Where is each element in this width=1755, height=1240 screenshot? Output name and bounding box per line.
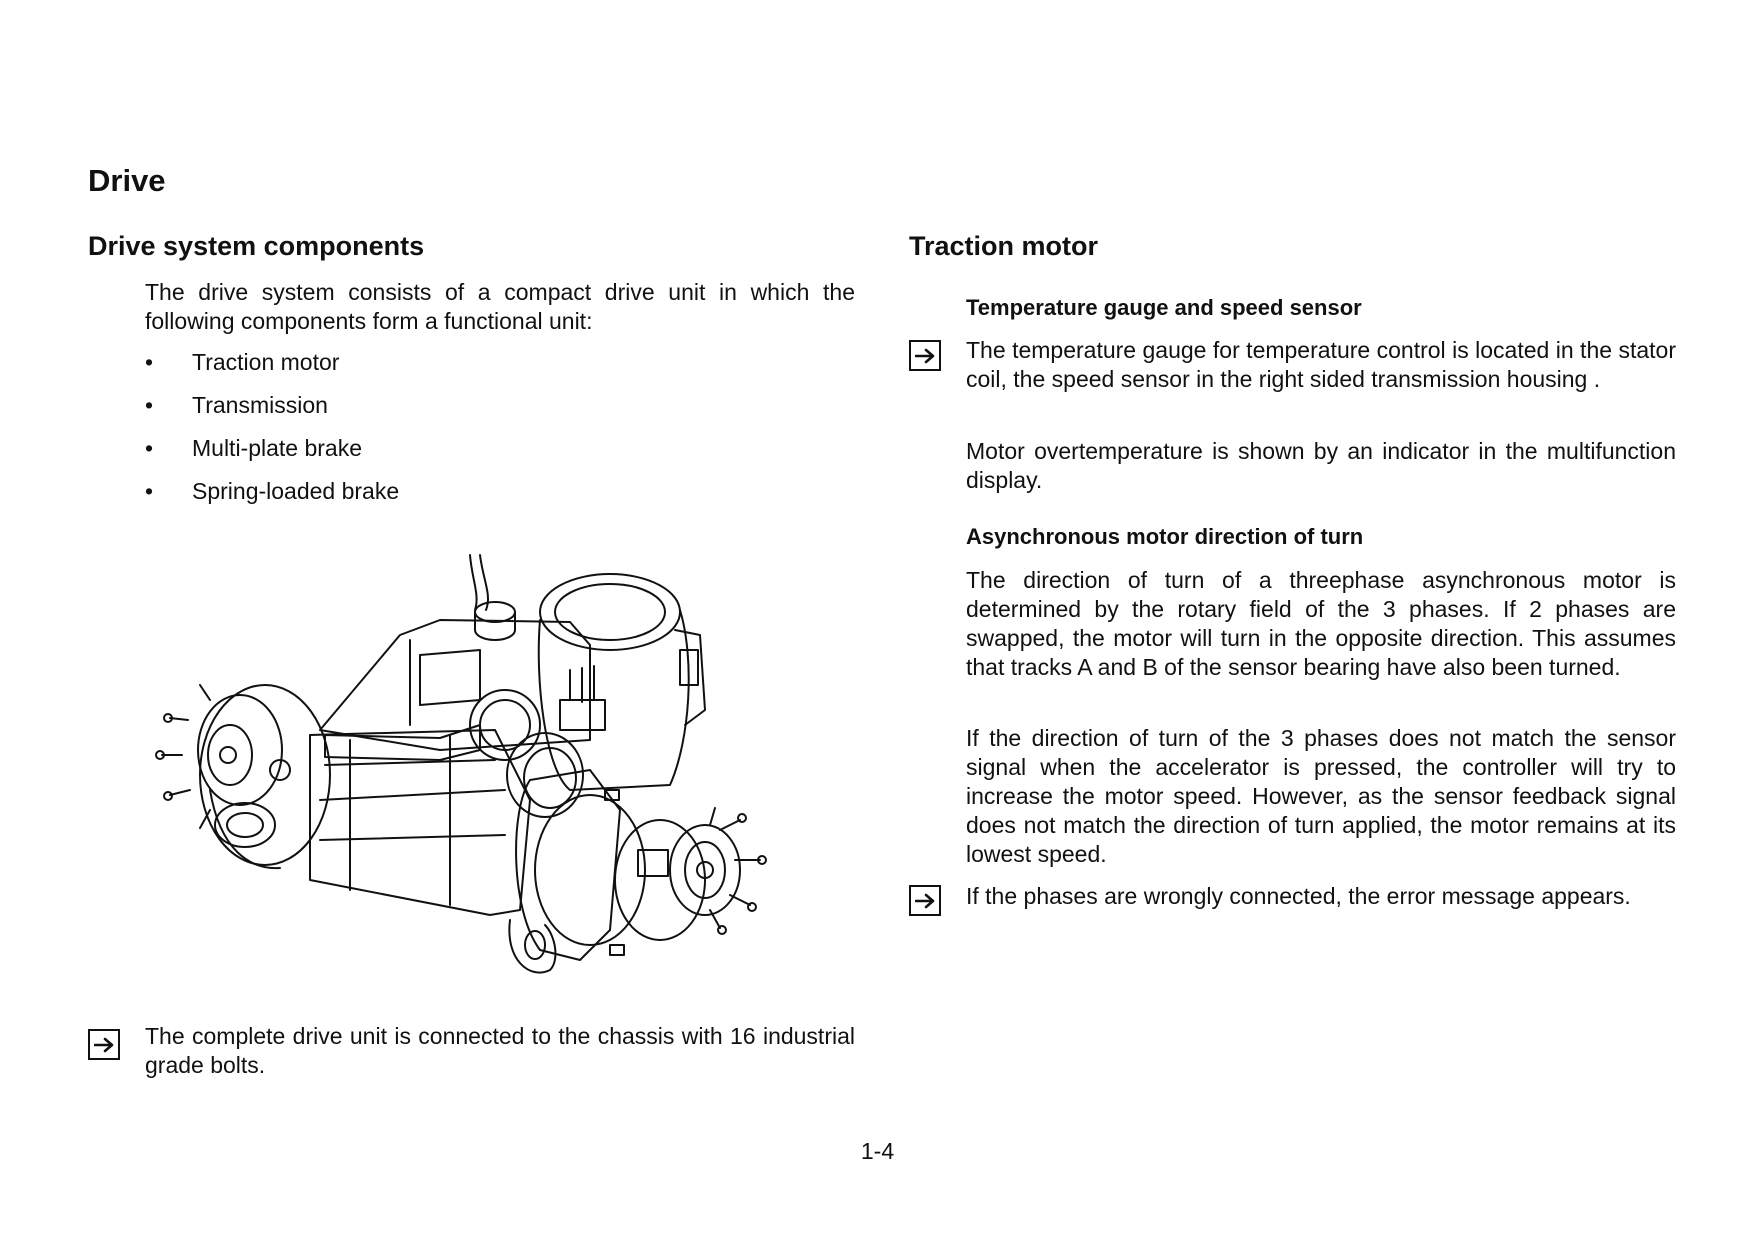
note-arrow-icon (88, 1029, 120, 1060)
list-item-label: Multi-plate brake (192, 435, 363, 461)
note-wrong-phases: If the phases are wrongly connected, the error message appears. (966, 883, 1631, 909)
drive-unit-illustration (150, 550, 790, 1010)
page-number: 1-4 (860, 1138, 895, 1164)
note-chassis-bolts: The complete drive unit is connected to the chassis with 16 industrial grade bolts. (145, 1023, 855, 1078)
section-heading-traction-motor: Traction motor (909, 231, 1099, 261)
list-item-label: Transmission (192, 392, 328, 418)
intro-paragraph: The drive system consists of a compact drive unit in which the following components form a functional unit: (145, 279, 855, 334)
section-heading-drive-system: Drive system components (88, 231, 425, 261)
paragraph-overtemperature: Motor overtemperature is shown by an indicator in the multifunction display. (966, 438, 1676, 493)
subheading-temperature-gauge: Temperature gauge and speed sensor (966, 295, 1362, 320)
list-item-label: Spring-loaded brake (192, 478, 400, 504)
paragraph-sensor-mismatch: If the direction of turn of the 3 phases does not match the sensor signal when the accelerator is pressed, the controller will try to increase the motor speed. However, as the sensor feedback signal does not match the direction of turn applied, the motor remains at its lowest speed. (966, 725, 1676, 867)
note-arrow-icon (909, 885, 941, 916)
page-title: Drive (88, 163, 166, 198)
note-arrow-icon (909, 340, 941, 371)
subheading-direction-of-turn: Asynchronous motor direction of turn (966, 524, 1364, 549)
paragraph-direction-of-turn: The direction of turn of a threephase asynchronous motor is determined by the rotary field of the 3 phases. If 2 phases are swapped, the motor will turn in the opposite direction. This assumes that tracks A and B of the sensor bearing have also been turned. (966, 567, 1676, 680)
note-temperature-gauge-location: The temperature gauge for temperature control is located in the stator coil, the speed sensor in the right sided transmission housing . (966, 337, 1676, 392)
list-item-label: Traction motor (192, 349, 340, 375)
